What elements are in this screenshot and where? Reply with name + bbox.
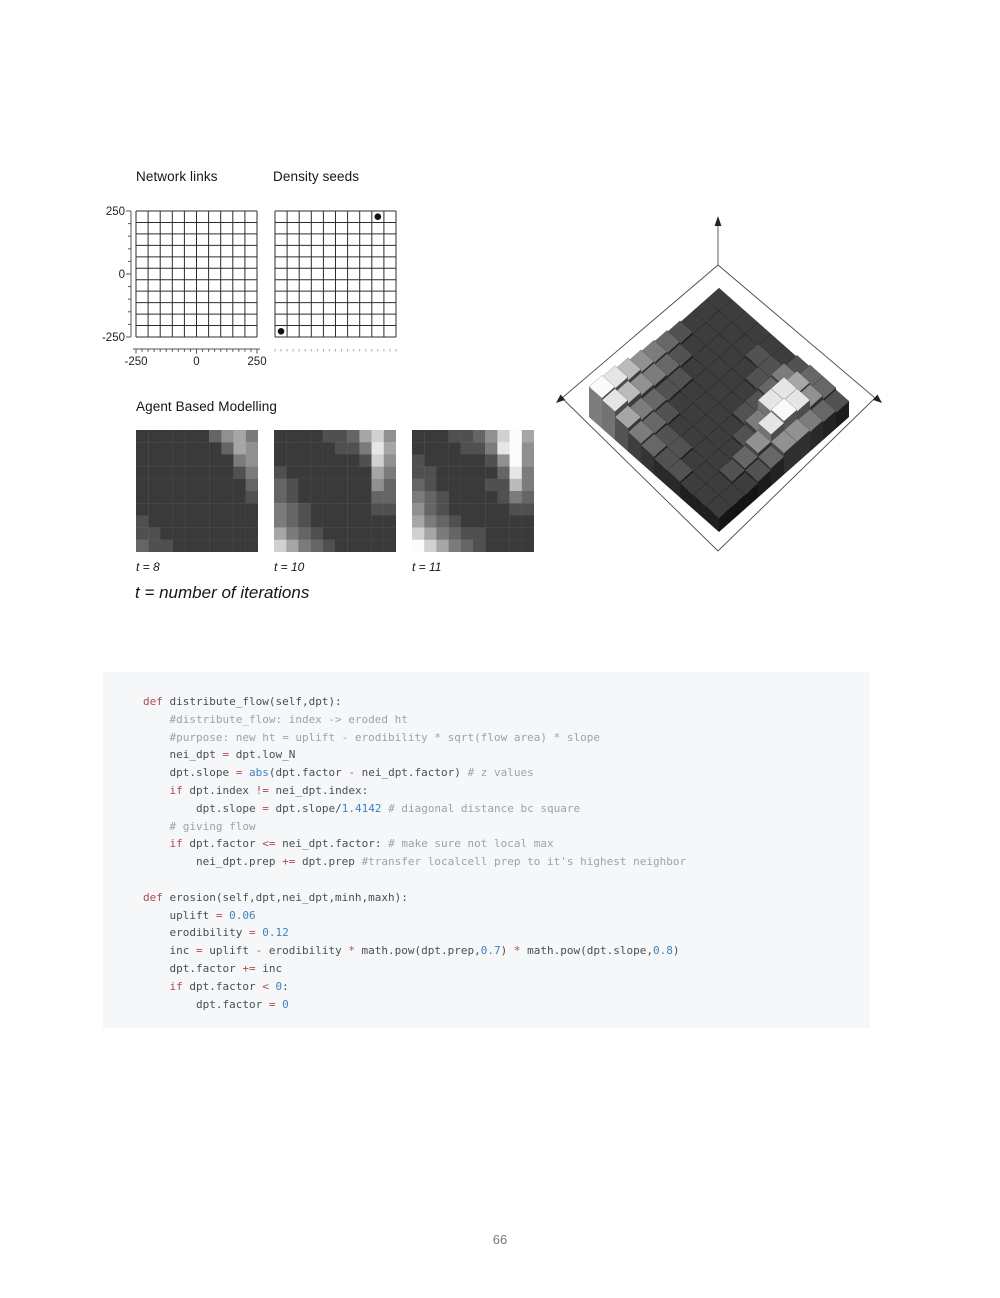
page-number: 66 — [492, 1232, 508, 1247]
voxel-cells — [589, 288, 849, 532]
heatmap-t8 — [136, 430, 258, 552]
code-line: uplift = 0.06 — [143, 908, 256, 922]
grid-lines — [275, 211, 396, 337]
code-line: nei_dpt = dpt.low_N — [143, 748, 296, 762]
iterations-caption: t = number of iterations — [135, 583, 310, 602]
axis-tick-label: 250 — [247, 356, 267, 368]
abm-title: Agent Based Modelling — [136, 399, 277, 414]
voxel-terrain-3d-plot — [545, 195, 960, 580]
code-line: def distribute_flow(self,dpt): — [143, 695, 342, 708]
x-axis-arrow-icon — [556, 395, 565, 404]
code-line: #purpose: new ht = uplift - erodibility * sqrt(flow area) * slope — [143, 730, 600, 744]
code-line: dpt.slope = dpt.slope/1.4142 # diagonal distance bc square — [143, 801, 581, 815]
grid-plots — [88, 195, 420, 377]
code-line: def erosion(self,dpt,nei_dpt,minh,maxh): — [143, 890, 408, 904]
code-line: #distribute_flow: index -> eroded ht — [143, 712, 408, 726]
code-line: inc = uplift - erodibility * math.pow(dpt.prep,0.7) * math.pow(dpt.slope,0.8) — [143, 944, 680, 958]
code-line: erodibility = 0.12 — [143, 926, 289, 940]
y-axis — [102, 206, 131, 344]
frame-label-t8: t = 8 — [136, 560, 160, 574]
code-line: dpt.factor += inc — [143, 961, 283, 975]
heatmap-t11 — [412, 430, 534, 552]
x-axis — [124, 349, 266, 368]
axis-tick-label: -250 — [101, 332, 125, 344]
code-line — [143, 871, 870, 889]
code-line: if dpt.factor < 0: — [169, 979, 289, 993]
seed-point — [278, 328, 285, 335]
frame-label-t11: t = 11 — [412, 560, 442, 574]
code-line: dpt.factor = 0 — [143, 997, 289, 1011]
y-axis-arrow-icon — [873, 395, 882, 404]
network-links-title: Network links — [136, 169, 218, 184]
grid-lines — [136, 211, 257, 337]
heatmap-t10 — [274, 430, 396, 552]
code-line: dpt.slope = abs(dpt.factor - nei_dpt.factor) # z values — [143, 766, 534, 780]
axis-tick-label: 0 — [193, 356, 200, 368]
code-line: if dpt.index != nei_dpt.index: — [169, 783, 369, 797]
code-line: if dpt.factor <= nei_dpt.factor: # make sure not local max — [169, 837, 554, 851]
frame-label-t10: t = 10 — [274, 560, 305, 574]
code-line: # giving flow — [143, 819, 256, 833]
density-seeds-title: Density seeds — [273, 169, 360, 184]
z-axis-arrow-icon — [715, 216, 722, 226]
code-block — [103, 672, 870, 1028]
code-line: nei_dpt.prep += dpt.prep #transfer localcell prep to it's highest neighbor — [143, 855, 687, 869]
density-tick-strip — [275, 349, 396, 352]
axis-tick-label: 250 — [105, 206, 125, 218]
axis-tick-label: 0 — [118, 269, 125, 281]
seed-point — [375, 213, 382, 220]
axis-tick-label: -250 — [124, 356, 148, 368]
